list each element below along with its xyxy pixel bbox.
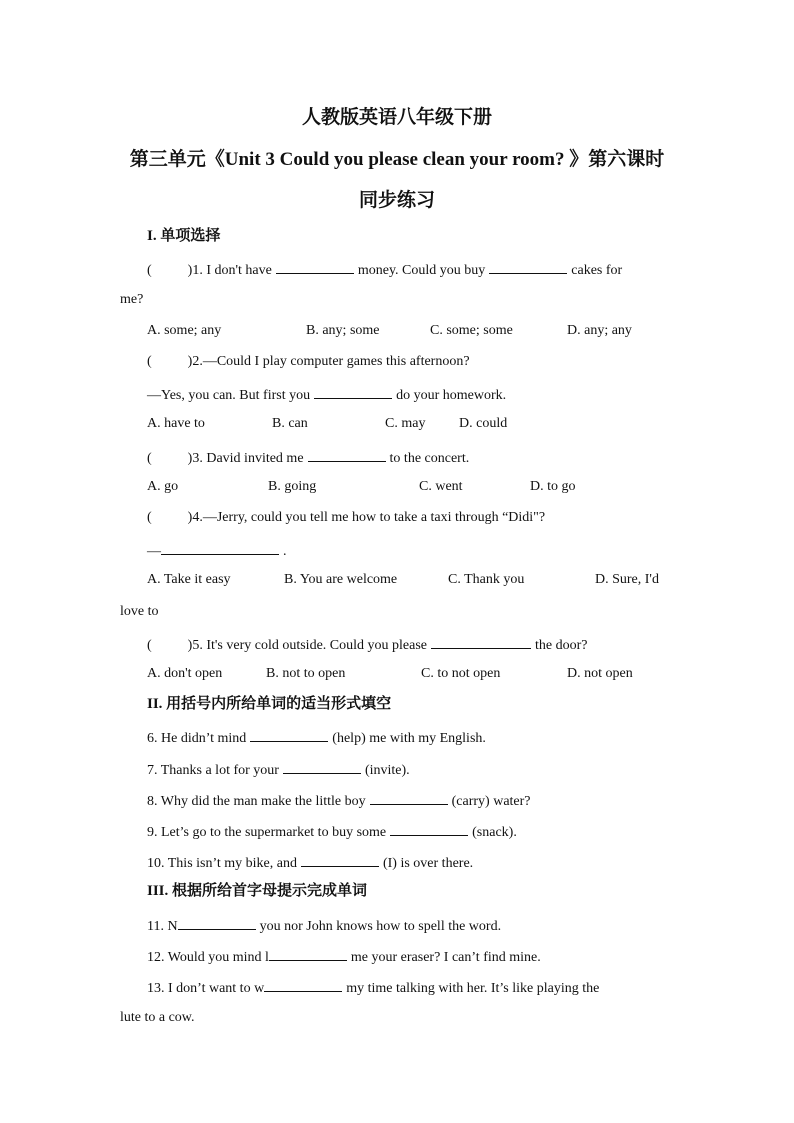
answer-blank	[269, 946, 347, 961]
answer-blank	[314, 384, 392, 399]
q2-option-b: B. can	[272, 416, 308, 431]
q4-stem: )4.—Jerry, could you tell me how to take a taxi through “Didi"?	[187, 510, 546, 525]
q10-end: (I) is over there.	[382, 856, 474, 871]
question-9	[147, 821, 517, 842]
q2-stem: )2.—Could I play computer games this afternoon?	[187, 354, 470, 369]
q13-wrap: lute to a cow.	[120, 1010, 195, 1025]
answer-blank	[161, 540, 279, 555]
q1-option-c: C. some; some	[430, 323, 513, 338]
question-2	[147, 353, 470, 371]
q10-stem: 10. This isn’t my bike, and	[147, 856, 297, 871]
q4-line-2	[147, 540, 287, 561]
q4-period: .	[283, 544, 287, 559]
q1-mid: money. Could you buy	[357, 263, 486, 278]
paren-open: (	[147, 451, 152, 466]
q2-reply-end: do your homework.	[396, 388, 507, 403]
q4-option-c: C. Thank you	[448, 572, 525, 587]
q2-option-d: D. could	[459, 416, 508, 431]
answer-blank	[264, 977, 342, 992]
q6-stem: 6. He didn’t mind	[147, 731, 247, 746]
q5-end: the door?	[534, 638, 588, 653]
q5-option-a: A. don't open	[147, 666, 223, 681]
q3-stem: )3. David invited me	[187, 451, 304, 466]
answer-blank	[301, 852, 379, 867]
q2-option-c: C. may	[385, 416, 426, 431]
answer-blank	[178, 915, 256, 930]
q4-option-a: A. Take it easy	[147, 572, 231, 587]
q4-wrap: love to	[120, 604, 159, 619]
paren-open: (	[147, 354, 152, 369]
question-6	[147, 727, 486, 748]
q8-end: (carry) water?	[451, 794, 531, 809]
title-line-1: 人教版英语八年级下册	[301, 107, 492, 128]
question-12	[147, 946, 541, 967]
q9-stem: 9. Let’s go to the supermarket to buy some	[147, 825, 387, 840]
q1-option-a: A. some; any	[147, 323, 222, 338]
q1-wrap: me?	[120, 292, 144, 307]
q2-line-2	[147, 384, 506, 405]
q4-dash: —	[147, 544, 161, 559]
title-line-3: 同步练习	[358, 190, 435, 211]
q3-option-b: B. going	[268, 479, 317, 494]
q8-stem: 8. Why did the man make the little boy	[147, 794, 366, 809]
section-heading-3: III. 根据所给首字母提示完成单词	[147, 883, 368, 899]
paren-open: (	[147, 638, 152, 653]
answer-blank	[370, 790, 448, 805]
answer-blank	[250, 727, 328, 742]
answer-blank	[308, 447, 386, 462]
section-heading-2: II. 用括号内所给单词的适当形式填空	[147, 696, 392, 712]
q7-end: (invite).	[364, 763, 410, 778]
question-3	[147, 447, 469, 468]
question-8	[147, 790, 531, 811]
q5-option-c: C. to not open	[421, 666, 501, 681]
q3-end: to the concert.	[389, 451, 470, 466]
question-1	[147, 259, 622, 280]
answer-blank	[431, 634, 531, 649]
q1-end: cakes for	[571, 263, 623, 278]
q12-end: me your eraser? I can’t find mine.	[350, 950, 541, 965]
q4-option-d: D. Sure, I'd	[595, 572, 659, 587]
answer-blank	[276, 259, 354, 274]
q13-stem: 13. I don’t want to w	[147, 981, 265, 996]
answer-blank	[489, 259, 567, 274]
question-4	[147, 509, 545, 527]
question-5	[147, 634, 587, 655]
paren-open: (	[147, 263, 152, 278]
q3-option-d: D. to go	[530, 479, 576, 494]
q9-end: (snack).	[472, 825, 517, 840]
q1-option-b: B. any; some	[306, 323, 380, 338]
question-10	[147, 852, 473, 873]
q7-stem: 7. Thanks a lot for your	[147, 763, 279, 778]
paren-open: (	[147, 510, 152, 525]
q3-option-a: A. go	[147, 479, 179, 494]
answer-blank	[390, 821, 468, 836]
q5-option-b: B. not to open	[266, 666, 346, 681]
q6-end: (help) me with my English.	[332, 731, 486, 746]
q11-end: you nor John knows how to spell the word.	[259, 919, 502, 934]
question-13	[147, 977, 599, 998]
q12-stem: 12. Would you mind l	[147, 950, 269, 965]
q4-option-b: B. You are welcome	[284, 572, 398, 587]
section-heading-1: I. 单项选择	[147, 228, 221, 244]
question-7	[147, 759, 410, 780]
q1-stem: )1. I don't have	[187, 263, 272, 278]
q11-stem: 11. N	[147, 919, 178, 934]
question-11	[147, 915, 501, 936]
q2-reply: —Yes, you can. But first you	[147, 388, 311, 403]
q1-option-d: D. any; any	[567, 323, 632, 338]
title-line-2: 第三单元《Unit 3 Could you please clean your room? 》第六课时	[129, 149, 665, 170]
answer-blank	[283, 759, 361, 774]
q3-option-c: C. went	[419, 479, 463, 494]
q2-option-a: A. have to	[147, 416, 205, 431]
q5-stem: )5. It's very cold outside. Could you please	[187, 638, 427, 653]
q13-end: my time talking with her. It’s like playing the	[346, 981, 600, 996]
q5-option-d: D. not open	[567, 666, 633, 681]
